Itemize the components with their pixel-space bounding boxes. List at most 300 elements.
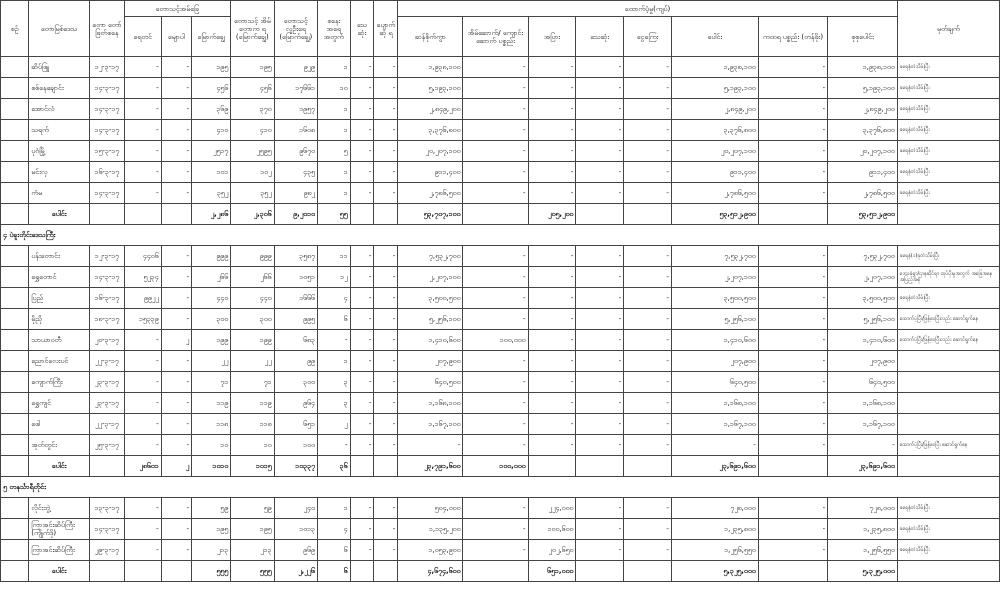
cell-b: - xyxy=(161,267,191,288)
cell-h: - xyxy=(374,393,398,414)
cell-a: - xyxy=(124,414,161,435)
cell-m8: ၁,၁၆၇,၁၀၀ xyxy=(828,414,898,435)
cell-township: ဖေါ xyxy=(29,414,90,435)
header-m-total: ပေါင်း xyxy=(671,17,758,57)
cell-f: ၆ xyxy=(317,540,350,561)
cell-g: - xyxy=(350,372,374,393)
cell-c: ၃၅၂ xyxy=(192,183,231,204)
total-m3 xyxy=(528,456,576,477)
cell-remark: ခရေနံတံသိမ်းပြီး xyxy=(897,519,999,540)
cell-m5: - xyxy=(624,99,672,120)
header-township: တောမြစ်ဒေသ xyxy=(29,1,90,57)
cell-m2: - xyxy=(463,351,528,372)
cell-m3: - xyxy=(528,57,576,78)
cell-d: ၁၉၅ xyxy=(231,57,274,78)
cell-m4: - xyxy=(576,99,624,120)
header-count: စနေး အရေ အတွက် xyxy=(317,1,350,57)
cell-m3: ၂၀၂,၆၅၀ xyxy=(528,540,576,561)
total-c: ၁၀၁၀ xyxy=(192,456,231,477)
total-g xyxy=(350,561,374,582)
cell-a: - xyxy=(124,57,161,78)
cell-b: - xyxy=(161,78,191,99)
cell-g: - xyxy=(350,78,374,99)
cell-a: - xyxy=(124,351,161,372)
section-heading: ၅ တနင်္သာရီတိုင်း xyxy=(1,477,1000,498)
total-m4 xyxy=(576,204,624,225)
cell-m1: ၁,၁၃၅,၂၀၀ xyxy=(398,519,463,540)
cell-m2: - xyxy=(463,246,528,267)
cell-h: - xyxy=(374,519,398,540)
cell-no xyxy=(1,288,29,309)
cell-m6: - xyxy=(671,435,758,456)
cell-m1: - xyxy=(398,435,463,456)
cell-remark: ခရေနံတံသိမ်းပြီး xyxy=(897,99,999,120)
cell-e: ၁၀၅၁ xyxy=(274,267,317,288)
cell-m5: - xyxy=(624,372,672,393)
cell-h: - xyxy=(374,372,398,393)
cell-date: ၁၄-၃-၁၇ xyxy=(90,120,125,141)
cell-township: ကျောက်ကြီး xyxy=(29,372,90,393)
cell-e: ၄၃၅ xyxy=(274,162,317,183)
total-m8: ၂၃,၆၉၁,၆၀၀ xyxy=(828,456,898,477)
cell-d: ၁၀ xyxy=(231,435,274,456)
cell-g: - xyxy=(350,540,374,561)
cell-m3: - xyxy=(528,330,576,351)
cell-date: ၁၆-၃-၁၇ xyxy=(90,162,125,183)
cell-no xyxy=(1,246,29,267)
cell-remark: ခရေနံတံသိမ်းပြီး xyxy=(897,78,999,99)
cell-m6: ၅,၂၅၆,၁၀၀ xyxy=(671,309,758,330)
cell-no xyxy=(1,78,29,99)
cell-m7: - xyxy=(758,246,827,267)
cell-a: ၄၄၀၆ xyxy=(124,246,161,267)
total-e: ၉,၂၀၁၀ xyxy=(274,204,317,225)
cell-b: - xyxy=(161,99,191,120)
cell-f: - xyxy=(317,435,350,456)
cell-a: - xyxy=(124,372,161,393)
cell-m4: - xyxy=(576,267,624,288)
total-f: ၃၆ xyxy=(317,456,350,477)
cell-remark: ခရေနံတံသိမ်းပြီး xyxy=(897,57,999,78)
cell-a: - xyxy=(124,99,161,120)
cell-c: ၂၆၆ xyxy=(192,267,231,288)
cell-c: ၄၄၀ xyxy=(192,288,231,309)
total-m6: ၂၃,၆၉၁,၆၀၀ xyxy=(671,456,758,477)
cell-m3: - xyxy=(528,78,576,99)
cell-m1: ၅၀၄,၀၀၀ xyxy=(398,498,463,519)
cell-m1: ၃,၅၀၀,၅၀၀ xyxy=(398,288,463,309)
cell-m6: ၅,၁၉၃,၁၀၀ xyxy=(671,78,758,99)
cell-b: - xyxy=(161,141,191,162)
cell-m7: - xyxy=(758,267,827,288)
table-row xyxy=(1,498,1000,519)
cell-m8: ၁,၄၁၀,၆၀၀ xyxy=(828,330,898,351)
cell-a: - xyxy=(124,540,161,561)
cell-township: ဆိပ်ဖြူ xyxy=(29,57,90,78)
cell-m2: ၁၀၀,၀၀၀ xyxy=(463,330,528,351)
total-h xyxy=(374,561,398,582)
cell-g: - xyxy=(350,414,374,435)
cell-m7: - xyxy=(758,330,827,351)
cell-m5: - xyxy=(624,288,672,309)
table-row xyxy=(1,351,1000,372)
cell-m2: - xyxy=(463,435,528,456)
cell-h: - xyxy=(374,309,398,330)
cell-g: - xyxy=(350,183,374,204)
cell-remark: ဒေသခံရွာ/ဌာနဆိုင်ရာ ထုပ်ပိုးမှုအတွက် အခြေအနေအပြည့်အစုံ xyxy=(897,267,999,288)
cell-m4: - xyxy=(576,435,624,456)
cell-m6: ၁,၂၅၆,၅၅၀ xyxy=(671,540,758,561)
cell-m4: - xyxy=(576,120,624,141)
cell-m6: ၆၄၀,၅၀၀ xyxy=(671,372,758,393)
cell-m3: - xyxy=(528,246,576,267)
cell-m7: - xyxy=(758,351,827,372)
header-m-kind: ကထရ ပစ္စည်း (တန်ဖိုး) xyxy=(758,17,827,57)
cell-no xyxy=(1,561,29,582)
cell-m1: ၁,၀၅၃,၉၀၀ xyxy=(398,540,463,561)
cell-m8: ၃,၃၇၆,၈၀၀ xyxy=(828,120,898,141)
cell-no xyxy=(1,309,29,330)
cell-b: - xyxy=(161,57,191,78)
cell-remark: ထောက်ပံ့ပြီး/ဖြန့်ဝေပြီး ဆောင်ရွက်နေ xyxy=(897,435,999,456)
cell-b: - xyxy=(161,414,191,435)
cell-m5: - xyxy=(624,330,672,351)
table-row xyxy=(1,78,1000,99)
cell-date: ၁၂-၃-၁၇ xyxy=(90,57,125,78)
cell-b: - xyxy=(161,435,191,456)
cell-c: ၁၉၅ xyxy=(192,519,231,540)
cell-m1: ၇,၅၃၂,၇၀၀ xyxy=(398,246,463,267)
total-m5 xyxy=(624,204,672,225)
cell-e: ၉၂၉ xyxy=(274,57,317,78)
cell-h: - xyxy=(374,435,398,456)
cell-c: ၉၉၉ xyxy=(192,246,231,267)
total-label: ပေါင်း xyxy=(29,561,90,582)
cell-m7: - xyxy=(758,393,827,414)
total-row xyxy=(1,561,1000,582)
cell-m7: - xyxy=(758,288,827,309)
cell-m4: - xyxy=(576,162,624,183)
cell-m5: - xyxy=(624,120,672,141)
cell-m3: - xyxy=(528,120,576,141)
cell-m8: ၇,၅၃၂,၇၀၀ xyxy=(828,246,898,267)
cell-no xyxy=(1,393,29,414)
cell-a: - xyxy=(124,183,161,204)
cell-a: - xyxy=(124,330,161,351)
cell-f: ၁ xyxy=(317,99,350,120)
total-e: ၁၀၃၃၇ xyxy=(274,456,317,477)
cell-e: ၂၄၀ xyxy=(274,498,317,519)
cell-c: ၂၅၁၇ xyxy=(192,141,231,162)
cell-no xyxy=(1,162,29,183)
cell-c: ၁၀ xyxy=(192,435,231,456)
cell-township: ပုဂံမြို့ xyxy=(29,141,90,162)
cell-a: ၉၉၂၂ xyxy=(124,288,161,309)
cell-c: ၁၁၈ xyxy=(192,414,231,435)
cell-township: ရွှေကျင် xyxy=(29,393,90,414)
cell-no xyxy=(1,351,29,372)
cell-h: - xyxy=(374,414,398,435)
cell-m5: - xyxy=(624,519,672,540)
cell-m5: - xyxy=(624,78,672,99)
cell-d: ၂၆၆ xyxy=(231,267,274,288)
cell-no xyxy=(1,540,29,561)
cell-m2: - xyxy=(463,267,528,288)
cell-f: ၁ xyxy=(317,120,350,141)
cell-m2: - xyxy=(463,519,528,540)
total-g xyxy=(350,456,374,477)
cell-m3: - xyxy=(528,162,576,183)
cell-m5: - xyxy=(624,246,672,267)
cell-remark: ခရေနံတံသိမ်းပြီး xyxy=(897,120,999,141)
cell-m7: - xyxy=(758,162,827,183)
cell-remark xyxy=(897,372,999,393)
cell-date: ၂၃-၃-၁၇ xyxy=(90,393,125,414)
table-row xyxy=(1,519,1000,540)
cell-remark: ထောက်ပံ့ပြီး/ဖြန့်ဝေပြီးလည်း ဆောင်ရွက်နေ xyxy=(897,330,999,351)
cell-m8: ၂,၇၈၆,၅၀၀ xyxy=(828,183,898,204)
cell-m5: - xyxy=(624,498,672,519)
cell-date: ၁၄-၃-၁၇ xyxy=(90,519,125,540)
cell-a: - xyxy=(124,120,161,141)
cell-m4: - xyxy=(576,246,624,267)
cell-a: - xyxy=(124,78,161,99)
cell-m8: ၅,၁၉၃,၁၀၀ xyxy=(828,78,898,99)
total-d: ၁၀၁၅ xyxy=(231,456,274,477)
cell-c: ၄၅၆ xyxy=(192,78,231,99)
total-a: ၂၈၆၀၁ xyxy=(124,456,161,477)
cell-no xyxy=(1,372,29,393)
cell-m3: - xyxy=(528,288,576,309)
cell-township: အုတ်တွင်း xyxy=(29,435,90,456)
cell-no xyxy=(1,456,29,477)
cell-remark xyxy=(897,393,999,414)
cell-d: ၂၁၃ xyxy=(231,540,274,561)
cell-c: ၂၁၃ xyxy=(192,540,231,561)
total-b xyxy=(161,204,191,225)
cell-m7: - xyxy=(758,120,827,141)
header-people: တောသင့် လူဦးရေ (မြောက်ချွေ) xyxy=(274,1,317,57)
cell-m4: - xyxy=(576,78,624,99)
cell-a: - xyxy=(124,498,161,519)
cell-e: ၁၆၀၈ xyxy=(274,120,317,141)
cell-township: ပန်းတောင်း xyxy=(29,246,90,267)
cell-date: ၂၃-၃-၁၇ xyxy=(90,372,125,393)
cell-m6: ၂,၂၀၇,၁၀၀ xyxy=(671,267,758,288)
cell-g: - xyxy=(350,519,374,540)
cell-m5: - xyxy=(624,309,672,330)
cell-remark xyxy=(897,414,999,435)
cell-date: ၁၆-၃-၁၇ xyxy=(90,288,125,309)
table-row xyxy=(1,162,1000,183)
cell-m3: - xyxy=(528,141,576,162)
cell-g: - xyxy=(350,351,374,372)
cell-b: - xyxy=(161,183,191,204)
cell-m7: - xyxy=(758,414,827,435)
cell-e: ၉၉ xyxy=(274,351,317,372)
table-row xyxy=(1,414,1000,435)
table-row xyxy=(1,309,1000,330)
cell-township: မိုညို xyxy=(29,309,90,330)
cell-m7: - xyxy=(758,540,827,561)
cell-m1: ၂၀,၂၀၇,၁၀၀ xyxy=(398,141,463,162)
table-row xyxy=(1,330,1000,351)
total-m4 xyxy=(576,456,624,477)
cell-b: - xyxy=(161,540,191,561)
cell-township: ကြာအင်းဆိပ်ကြီး xyxy=(29,540,90,561)
cell-m4: - xyxy=(576,414,624,435)
cell-date: ၂၉-၃-၁၇ xyxy=(90,540,125,561)
cell-a: - xyxy=(124,519,161,540)
cell-c: ၁၀၁ xyxy=(192,162,231,183)
cell-m7: - xyxy=(758,498,827,519)
cell-date: ၁၄-၃-၁၇ xyxy=(90,78,125,99)
header-kind-c: မြောက်ချွေ xyxy=(192,17,231,57)
cell-m5: - xyxy=(624,57,672,78)
header-m-relief: ဆန်စိုက်ကွာ xyxy=(398,17,463,57)
total-m5 xyxy=(624,456,672,477)
cell-m1: ၁,၉၃၈,၁၀၀ xyxy=(398,57,463,78)
section-heading-row xyxy=(1,477,1000,498)
table-row xyxy=(1,57,1000,78)
cell-township: ရွှေတောင် xyxy=(29,267,90,288)
total-remark xyxy=(897,561,999,582)
cell-m4: - xyxy=(576,330,624,351)
cell-date: ၁၄-၃-၁၇ xyxy=(90,99,125,120)
cell-m4: - xyxy=(576,141,624,162)
cell-m8: ၅,၂၅၆,၁၀၀ xyxy=(828,309,898,330)
section-heading: ၄ ပဲခူးတိုင်းဒေသကြီး xyxy=(1,225,1000,246)
cell-m2: - xyxy=(463,162,528,183)
cell-date: ၂၂-၃-၁၇ xyxy=(90,414,125,435)
cell-m8: ၁,၉၃၈,၁၀၀ xyxy=(828,57,898,78)
cell-h: - xyxy=(374,246,398,267)
cell-m2: - xyxy=(463,414,528,435)
cell-h: - xyxy=(374,120,398,141)
table-row xyxy=(1,372,1000,393)
cell-b: - xyxy=(161,246,191,267)
cell-f: ၁ xyxy=(317,351,350,372)
cell-m7: - xyxy=(758,141,827,162)
cell-e: ၃၀၀ xyxy=(274,372,317,393)
cell-e: ၁၆၆၆ xyxy=(274,288,317,309)
cell-d: ၂၅၉၅ xyxy=(231,141,274,162)
cell-m4: - xyxy=(576,351,624,372)
cell-date xyxy=(90,561,125,582)
cell-township: လိုင်းဘွဲ့ xyxy=(29,498,90,519)
cell-h: - xyxy=(374,99,398,120)
cell-remark: ထောက်ပံ့ပြီး/ဖြန့်ဝေပြီးလည်း ဆောင်ရွက်နေ xyxy=(897,309,999,330)
cell-m1: ၃,၃၇၆,၈၀၀ xyxy=(398,120,463,141)
cell-m8: ၃,၅၀၀,၅၀၀ xyxy=(828,288,898,309)
cell-d: ၃၀၀ xyxy=(231,309,274,330)
cell-m7: - xyxy=(758,519,827,540)
cell-m4: - xyxy=(576,288,624,309)
table-row xyxy=(1,393,1000,414)
cell-d: ၄၁၀ xyxy=(231,120,274,141)
cell-m8: ၂,၂၀၇,၁၀၀ xyxy=(828,267,898,288)
cell-m4: - xyxy=(576,309,624,330)
cell-township: မင်းလှ xyxy=(29,162,90,183)
cell-township: သရက် xyxy=(29,120,90,141)
table-row xyxy=(1,435,1000,456)
header-m-cash: ငွေကြေး xyxy=(624,17,672,57)
cell-f: ၁ xyxy=(317,162,350,183)
total-m7 xyxy=(758,204,827,225)
cell-m3: ၁၀၀,၆၀၀ xyxy=(528,519,576,540)
cell-m6: ၁,၉၃၈,၁၀၀ xyxy=(671,57,758,78)
cell-m8: ၁,၂၅၆,၅၅၀ xyxy=(828,540,898,561)
cell-g: - xyxy=(350,435,374,456)
total-row xyxy=(1,456,1000,477)
total-m2 xyxy=(463,561,528,582)
cell-date: ၂၅-၃-၁၇ xyxy=(90,435,125,456)
total-m3: ၆၅၁,၀၀၀ xyxy=(528,561,576,582)
cell-b: - xyxy=(161,162,191,183)
cell-e: ၁၇၆၆၁ xyxy=(274,78,317,99)
cell-township: ကံမ xyxy=(29,183,90,204)
cell-m7: - xyxy=(758,435,827,456)
cell-m7: - xyxy=(758,372,827,393)
cell-m8: ၉၁၁,၄၀၀ xyxy=(828,162,898,183)
cell-f: ၅ xyxy=(317,141,350,162)
cell-e: ၉၆၇၀ xyxy=(274,141,317,162)
cell-c: ၁၉၉ xyxy=(192,330,231,351)
cell-m6: ၉၁၁,၄၀၀ xyxy=(671,162,758,183)
cell-b: ၂ xyxy=(161,330,191,351)
header-missing: ပျောက် ဆုံ ရ xyxy=(374,1,398,57)
header-kind-a: ရေတင် xyxy=(124,17,161,57)
cell-m3: - xyxy=(528,393,576,414)
cell-m6: ၂,၈၄၉,၂၀၀ xyxy=(671,99,758,120)
table-row xyxy=(1,120,1000,141)
cell-m3: - xyxy=(528,351,576,372)
cell-g: - xyxy=(350,498,374,519)
cell-no xyxy=(1,57,29,78)
cell-m5: - xyxy=(624,435,672,456)
cell-m7: - xyxy=(758,57,827,78)
cell-township: အောင်လံ xyxy=(29,99,90,120)
cell-m8: ၆၄၀,၅၀၀ xyxy=(828,372,898,393)
cell-m2: - xyxy=(463,288,528,309)
cell-b: - xyxy=(161,393,191,414)
total-c: ၂,၂၈၆ xyxy=(192,204,231,225)
header-m-house: အိမ်ဆောက်/ ကျောင်းဆောက် ပစ္စည်း xyxy=(463,17,528,57)
cell-m2: - xyxy=(463,540,528,561)
cell-date xyxy=(90,456,125,477)
cell-m8: ၇၂၈,၀၀၀ xyxy=(828,498,898,519)
cell-g: - xyxy=(350,288,374,309)
cell-date: ၁၅-၃-၁၇ xyxy=(90,141,125,162)
total-m4 xyxy=(576,561,624,582)
cell-m6: ၁,၁၆၇,၁၀၀ xyxy=(671,414,758,435)
cell-h: - xyxy=(374,351,398,372)
cell-m4: - xyxy=(576,372,624,393)
cell-d: ၉၉၉ xyxy=(231,246,274,267)
cell-m1: ၂၀၇,၉၀၀ xyxy=(398,351,463,372)
cell-c: ၃၆၉ xyxy=(192,99,231,120)
cell-township: သာယာဝတီ xyxy=(29,330,90,351)
total-a xyxy=(124,204,161,225)
cell-m7: - xyxy=(758,99,827,120)
cell-e: ၁၀၁၃ xyxy=(274,519,317,540)
cell-f: ၆ xyxy=(317,309,350,330)
cell-no xyxy=(1,267,29,288)
cell-d: ၁၁၉ xyxy=(231,393,274,414)
cell-no xyxy=(1,141,29,162)
total-m1: ၄,၆၇၄,၆၀၀ xyxy=(398,561,463,582)
cell-a: - xyxy=(124,435,161,456)
